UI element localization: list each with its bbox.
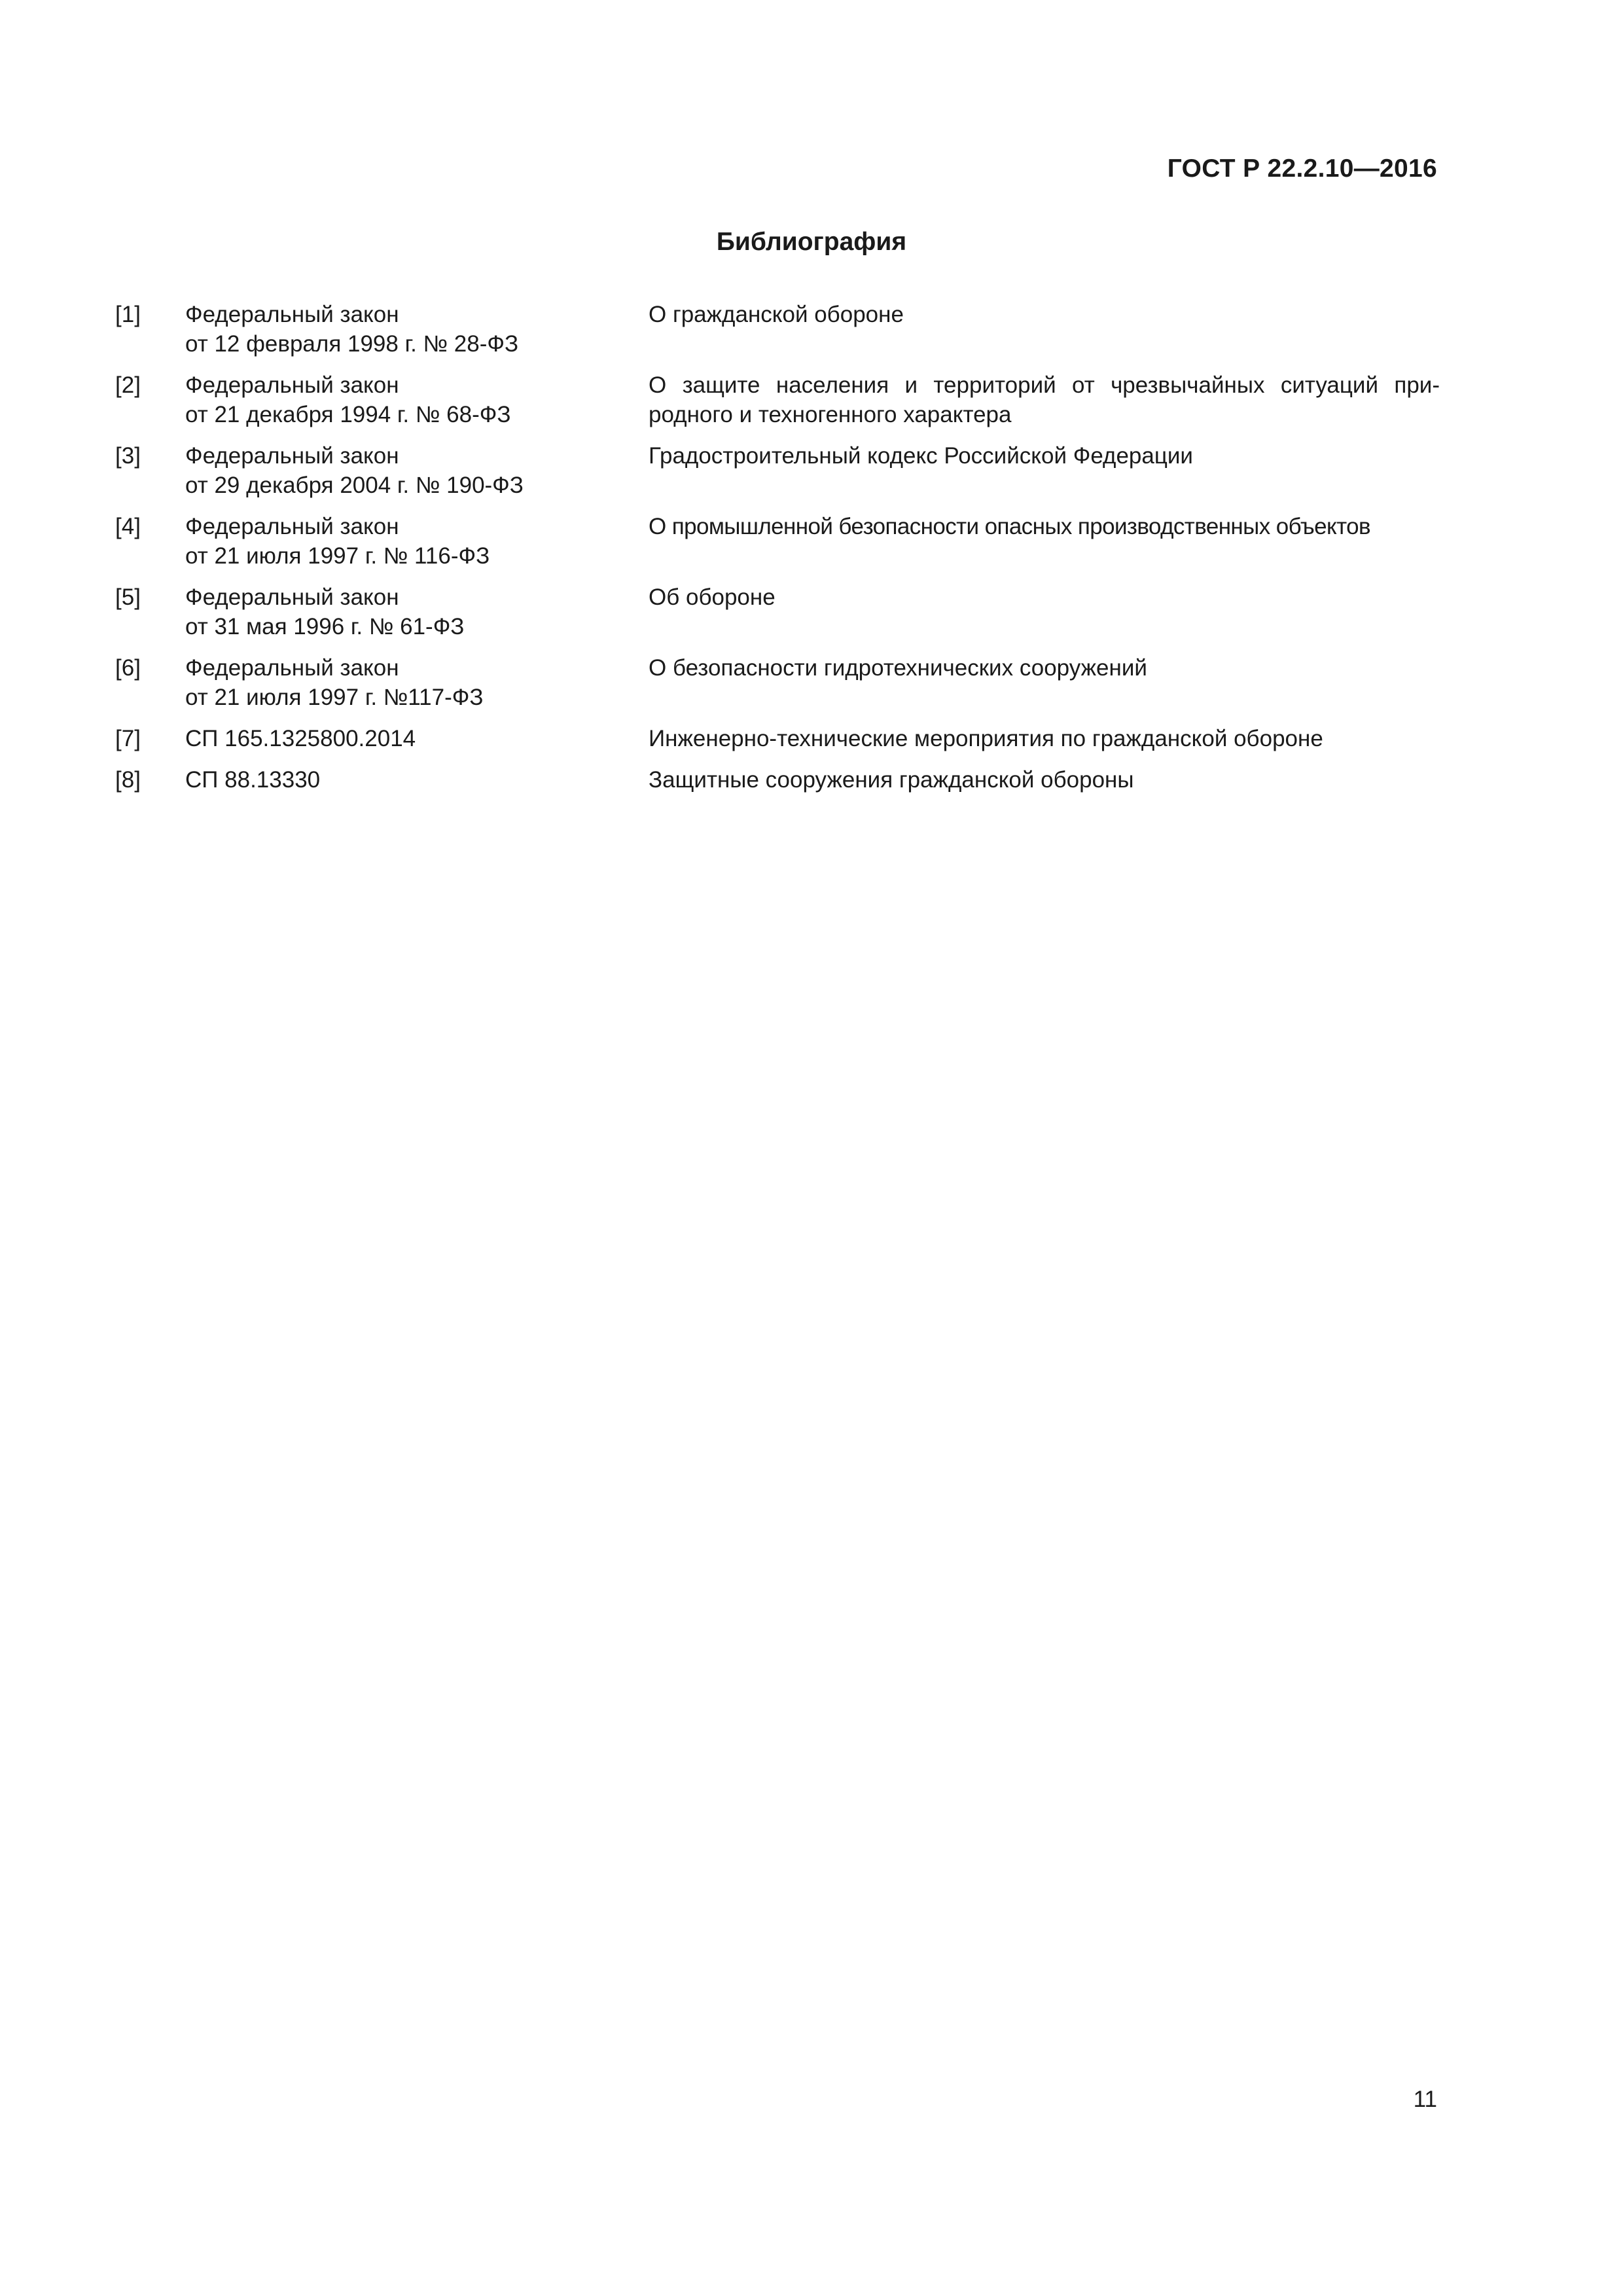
entry-source — [185, 512, 649, 571]
bibliography-entry-8 — [115, 765, 1440, 795]
source-line: СП 165.1325800.2014 — [185, 726, 416, 751]
bibliography-entry-7 — [115, 724, 1440, 753]
bibliography-entry-3 — [115, 441, 1440, 500]
bibliography-entry-2 — [115, 370, 1440, 429]
entry-source — [185, 724, 649, 753]
source-line: от 31 мая 1996 г. № 61-ФЗ — [185, 614, 465, 639]
description-line: О безопасности гидротехнических сооружений — [649, 655, 1147, 681]
source-line: Федеральный закон — [185, 372, 399, 398]
entry-description — [649, 300, 1440, 359]
description-line: родного и техногенного характера — [649, 402, 1012, 427]
description-line: Защитные сооружения гражданской обороны — [649, 767, 1134, 793]
page-number: 11 — [1413, 2087, 1437, 2112]
description-line: Градостроительный кодекс Российской Федерации — [649, 443, 1193, 469]
entry-number: [4] — [115, 514, 141, 539]
description-line: О гражданской обороне — [649, 302, 904, 327]
entry-description — [649, 512, 1440, 571]
entry-number: [6] — [115, 655, 141, 681]
entry-description — [649, 765, 1440, 795]
source-line: от 21 июля 1997 г. №117-ФЗ — [185, 685, 484, 710]
entry-source — [185, 370, 649, 429]
source-line: Федеральный закон — [185, 655, 399, 681]
source-line: от 21 декабря 1994 г. № 68-ФЗ — [185, 402, 511, 427]
entry-source — [185, 300, 649, 359]
description-line: Инженерно-технические мероприятия по гражданской обороне — [649, 726, 1323, 751]
entry-source — [185, 653, 649, 712]
description-line: О защите населения и территорий от чрезвычайных ситуаций при- — [649, 372, 1440, 398]
source-line: Федеральный закон — [185, 443, 399, 469]
entry-number: [8] — [115, 767, 141, 793]
entry-description — [649, 583, 1440, 641]
source-line: СП 88.13330 — [185, 767, 321, 793]
source-line: от 12 февраля 1998 г. № 28-ФЗ — [185, 331, 519, 357]
entry-source — [185, 583, 649, 641]
document-code: ГОСТ Р 22.2.10—2016 — [1167, 154, 1437, 183]
source-line: от 21 июля 1997 г. № 116-ФЗ — [185, 543, 490, 569]
entry-number: [7] — [115, 726, 141, 751]
entry-number: [1] — [115, 302, 141, 327]
entry-description — [649, 724, 1440, 753]
source-line: от 29 декабря 2004 г. № 190-ФЗ — [185, 473, 524, 498]
entry-description — [649, 653, 1440, 712]
bibliography-entry-1 — [115, 300, 1440, 359]
description-line: Об обороне — [649, 584, 776, 610]
description-line: О промышленной безопасности опасных производственных объектов — [649, 514, 1371, 539]
bibliography-entry-6 — [115, 653, 1440, 712]
entry-source — [185, 441, 649, 500]
entry-description — [649, 370, 1440, 429]
entry-number: [5] — [115, 584, 141, 610]
entry-number: [2] — [115, 372, 141, 398]
source-line: Федеральный закон — [185, 584, 399, 610]
bibliography-entry-4 — [115, 512, 1440, 571]
entry-number: [3] — [115, 443, 141, 469]
entry-source — [185, 765, 649, 795]
page-title: Библиография — [716, 228, 907, 256]
source-line: Федеральный закон — [185, 514, 399, 539]
entry-description — [649, 441, 1440, 500]
bibliography-entry-5 — [115, 583, 1440, 641]
source-line: Федеральный закон — [185, 302, 399, 327]
bibliography-list — [115, 300, 1440, 795]
